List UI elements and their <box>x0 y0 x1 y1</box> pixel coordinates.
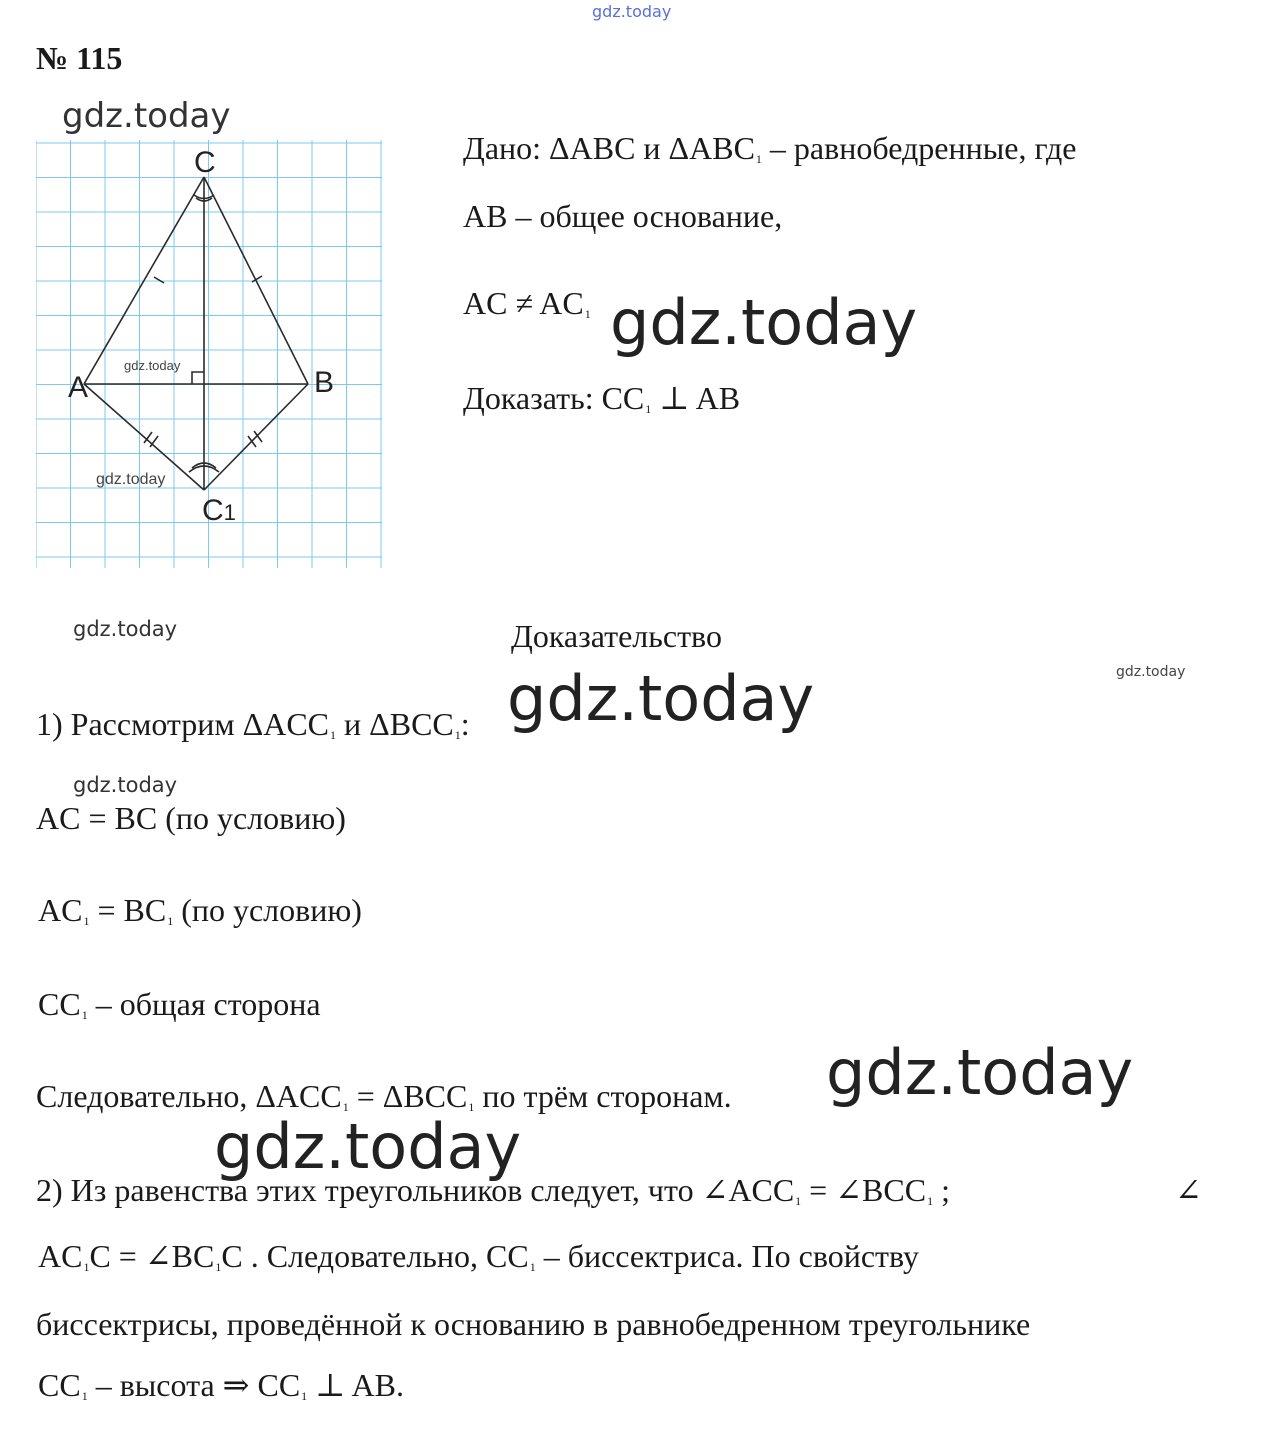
watermark: gdz.today <box>73 773 178 797</box>
proof-ac1-bc1: $AC_1 = BC_1$ (по условию) <box>38 892 362 928</box>
watermark: gdz.today <box>507 662 815 735</box>
given-line-3: AC ≠ $AC_1$ <box>463 285 591 321</box>
proof-step-1: 1) Рассмотрим $\Delta ACC_1$ и $\Delta BCC_1$: <box>36 706 470 742</box>
diagram-watermark-2: gdz.today <box>96 471 166 488</box>
label-b: B <box>314 366 335 399</box>
watermark: gdz.today <box>62 96 231 136</box>
label-c1: C1 <box>202 494 236 527</box>
right-angle-mark <box>192 372 204 384</box>
watermark: gdz.today <box>610 286 918 359</box>
label-a: A <box>68 371 89 404</box>
proof-step-2: 2) Из равенства этих треугольников следует, что $\angle ACC_1$ = $\angle BCC_1$ ; <box>36 1172 950 1208</box>
proof-step-2-angle: ∠ <box>1175 1172 1202 1208</box>
triangle-lines <box>84 177 308 490</box>
proof-cc1-common: $CC_1$ – общая сторона <box>38 986 321 1022</box>
triangle-diagram <box>36 140 386 570</box>
proof-heading: Доказательство <box>511 618 722 654</box>
watermark: gdz.today <box>1116 664 1186 680</box>
watermark: gdz.today <box>73 617 178 641</box>
diagram-watermark-1: gdz.today <box>124 358 181 373</box>
proof-step-2-line-3: биссектрисы, проведённой к основанию в равнобедренном треугольнике <box>36 1306 1031 1342</box>
watermark: gdz.today <box>826 1036 1134 1109</box>
proof-ac-bc: AC = BC (по условию) <box>36 800 346 836</box>
side-bc1 <box>204 384 308 490</box>
label-c: C <box>194 146 216 179</box>
problem-number: № 115 <box>36 40 123 76</box>
proof-conclusion-1: Следовательно, $\Delta ACC_1 = \Delta BCC_1$ по трём сторонам. <box>36 1078 732 1114</box>
proof-step-2-line-2: $AC_1C$ = $\angle BC_1C$ . Следовательно, $CC_1$ – биссектриса. По свойству <box>38 1238 920 1274</box>
given-line-1: Дано: ΔABC и $\Delta ABC_1$ – равнобедренные, где <box>463 130 1077 166</box>
prove-statement: Доказать: $CC_1$ ⊥ AB <box>463 380 741 416</box>
watermark-top: gdz.today <box>592 2 672 21</box>
given-line-2: AB – общее основание, <box>463 198 783 234</box>
watermark: gdz.today <box>214 1110 522 1183</box>
proof-step-2-line-4: $CC_1$ – высота ⇒ $CC_1$ ⊥ AB. <box>38 1367 404 1403</box>
tick-ac <box>154 277 164 283</box>
